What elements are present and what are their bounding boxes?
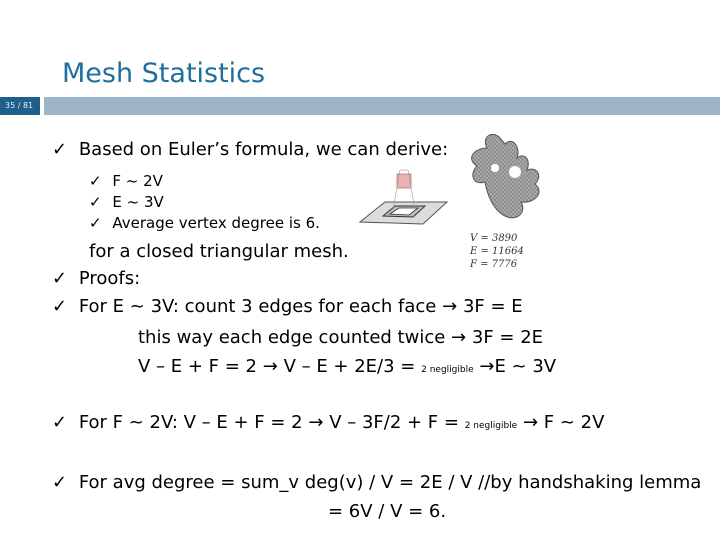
check-mark-icon: ✓ (52, 472, 68, 493)
page-title: Mesh Statistics (62, 58, 266, 89)
closed-mesh-note: for a closed triangular mesh. (89, 241, 349, 262)
mesh-plane-figure (355, 162, 450, 247)
sub-bullet-e: ✓ E ~ 3V (89, 193, 164, 211)
mesh-blob-figure (455, 130, 550, 225)
stat-edges: E = 11664 (470, 246, 524, 257)
bullet-degree-proof: ✓ For avg degree = sum_v deg(v) / V = 2E / V //by handshaking lemma (52, 472, 702, 493)
check-mark-icon: ✓ (89, 172, 102, 190)
sub-bullet-degree: ✓ Average vertex degree is 6. (89, 214, 320, 232)
slide-number-bar (0, 97, 40, 115)
bullet-e-proof: ✓ For E ~ 3V: count 3 edges for each face → 3F = E (52, 296, 523, 317)
arrow-icon: → (262, 356, 278, 377)
figure-stats (470, 232, 540, 271)
arrow-icon: → (308, 412, 324, 433)
check-mark-icon: ✓ (52, 296, 68, 317)
check-mark-icon: ✓ (52, 412, 68, 433)
bullet-f-proof: ✓ For F ~ 2V: V – E + F = 2 → V – 3F/2 + F = 2 negligible → F ~ 2V (52, 412, 605, 433)
e-proof-line3: V – E + F = 2 → V – E + 2E/3 = 2 negligible →E ~ 3V (138, 356, 557, 377)
stat-faces: F = 7776 (470, 259, 518, 270)
check-mark-icon: ✓ (52, 268, 68, 289)
stat-vertices: V = 3890 (470, 233, 518, 244)
arrow-icon: → (442, 296, 458, 317)
e-proof-line2: this way each edge counted twice → 3F = 2E (138, 327, 544, 348)
degree-proof-line2: = 6V / V = 6. (328, 501, 447, 522)
check-mark-icon: ✓ (89, 214, 102, 232)
bullet-proofs: ✓ Proofs: (52, 268, 141, 289)
check-mark-icon: ✓ (52, 139, 68, 160)
sub-bullet-f: ✓ F ~ 2V (89, 172, 163, 190)
arrow-icon: → (451, 327, 467, 348)
slide-number: 35 / 81 (5, 101, 34, 110)
check-mark-icon: ✓ (89, 193, 102, 211)
arrow-icon: → (479, 356, 495, 377)
bullet-derive: ✓ Based on Euler’s formula, we can derive: (52, 139, 449, 160)
title-divider-bar (44, 97, 720, 115)
arrow-icon: → (522, 412, 539, 433)
